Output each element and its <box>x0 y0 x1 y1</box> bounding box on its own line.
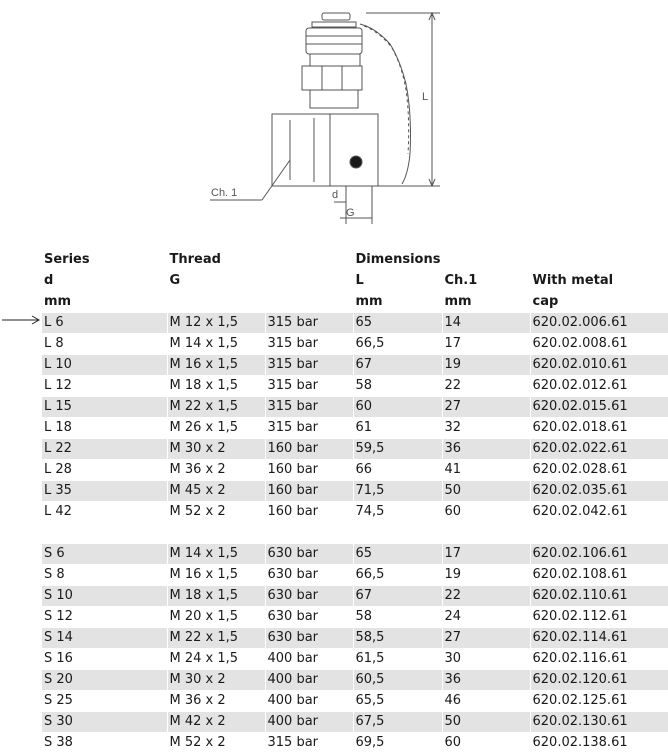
pressure-cell: 315 bar <box>265 334 353 355</box>
pressure-cell: 400 bar <box>265 670 353 691</box>
table-row <box>42 460 668 481</box>
g-label: G <box>346 207 355 219</box>
series-cell: L 35 <box>42 481 167 502</box>
pressure-cell: 315 bar <box>265 418 353 439</box>
article-number-cell: 620.02.106.61 <box>530 544 668 565</box>
thread-cell: M 30 x 2 <box>167 439 265 460</box>
series-cell: S 6 <box>42 544 167 565</box>
chamfer-cell: 19 <box>442 355 530 376</box>
length-cell: L <box>353 271 442 292</box>
chamfer-cell: 17 <box>442 544 530 565</box>
length-cell: 65,5 <box>353 691 442 712</box>
thread-cell: M 36 x 2 <box>167 691 265 712</box>
table-row <box>42 397 668 418</box>
pressure-cell: 315 bar <box>265 355 353 376</box>
series-cell: S 30 <box>42 712 167 733</box>
length-cell: 60,5 <box>353 670 442 691</box>
chamfer-cell: 36 <box>442 439 530 460</box>
article-number-cell: 620.02.010.61 <box>530 355 668 376</box>
thread-cell: M 16 x 1,5 <box>167 565 265 586</box>
length-cell: 61 <box>353 418 442 439</box>
chamfer-cell: mm <box>442 292 530 313</box>
thread-cell: M 22 x 1,5 <box>167 397 265 418</box>
length-cell: 69,5 <box>353 733 442 754</box>
pressure-cell: 630 bar <box>265 565 353 586</box>
table-row <box>42 649 668 670</box>
length-cell: 61,5 <box>353 649 442 670</box>
series-cell: L 6 <box>42 313 167 334</box>
chamfer-cell: 46 <box>442 691 530 712</box>
table-row <box>42 670 668 691</box>
chamfer-cell: 19 <box>442 565 530 586</box>
article-number-cell: 620.02.008.61 <box>530 334 668 355</box>
table-row <box>42 418 668 439</box>
pressure-cell: 400 bar <box>265 712 353 733</box>
pressure-cell: 315 bar <box>265 397 353 418</box>
series-cell: mm <box>42 292 167 313</box>
thread-cell: M 26 x 1,5 <box>167 418 265 439</box>
article-number-cell: With metal <box>530 271 668 292</box>
arrow-pointer-icon <box>2 312 42 328</box>
table-row <box>42 733 668 754</box>
thread-cell: M 30 x 2 <box>167 670 265 691</box>
article-number-cell: 620.02.130.61 <box>530 712 668 733</box>
thread-cell: M 20 x 1,5 <box>167 607 265 628</box>
table-row <box>42 334 668 355</box>
article-number-cell <box>530 250 668 271</box>
specification-table <box>42 250 668 754</box>
chamfer-cell: 22 <box>442 586 530 607</box>
chamfer-cell: 24 <box>442 607 530 628</box>
pressure-cell <box>265 292 353 313</box>
chamfer-cell: 30 <box>442 649 530 670</box>
length-cell: 74,5 <box>353 502 442 523</box>
thread-cell: M 45 x 2 <box>167 481 265 502</box>
thread-cell: M 22 x 1,5 <box>167 628 265 649</box>
thread-cell: M 24 x 1,5 <box>167 649 265 670</box>
header-row <box>42 271 668 292</box>
pressure-cell: 315 bar <box>265 313 353 334</box>
group-spacer <box>42 523 668 544</box>
table-row <box>42 628 668 649</box>
article-number-cell: 620.02.125.61 <box>530 691 668 712</box>
chamfer-cell <box>442 250 530 271</box>
chamfer-cell: 32 <box>442 418 530 439</box>
article-number-cell: 620.02.018.61 <box>530 418 668 439</box>
pressure-cell: 400 bar <box>265 649 353 670</box>
article-number-cell: 620.02.108.61 <box>530 565 668 586</box>
thread-cell: M 18 x 1,5 <box>167 376 265 397</box>
length-cell: 58 <box>353 607 442 628</box>
series-cell: S 8 <box>42 565 167 586</box>
thread-cell: M 12 x 1,5 <box>167 313 265 334</box>
thread-cell: M 52 x 2 <box>167 733 265 754</box>
thread-cell: M 14 x 1,5 <box>167 544 265 565</box>
table-row <box>42 607 668 628</box>
length-cell: 67,5 <box>353 712 442 733</box>
series-cell: L 28 <box>42 460 167 481</box>
table-row <box>42 481 668 502</box>
fitting-technical-drawing <box>0 0 668 250</box>
pressure-cell <box>265 271 353 292</box>
series-cell: Series <box>42 250 167 271</box>
table-row <box>42 544 668 565</box>
thread-cell: M 36 x 2 <box>167 460 265 481</box>
article-number-cell: 620.02.138.61 <box>530 733 668 754</box>
chamfer-cell: 41 <box>442 460 530 481</box>
length-cell: 65 <box>353 544 442 565</box>
chamfer-cell: 50 <box>442 481 530 502</box>
table-row <box>42 565 668 586</box>
length-cell: 59,5 <box>353 439 442 460</box>
article-number-cell: 620.02.006.61 <box>530 313 668 334</box>
series-cell: S 25 <box>42 691 167 712</box>
article-number-cell: 620.02.012.61 <box>530 376 668 397</box>
article-number-cell: 620.02.022.61 <box>530 439 668 460</box>
table-row <box>42 355 668 376</box>
article-number-cell: 620.02.114.61 <box>530 628 668 649</box>
chamfer-cell: Ch.1 <box>442 271 530 292</box>
series-cell: L 12 <box>42 376 167 397</box>
chamfer-cell: 60 <box>442 502 530 523</box>
series-cell: S 14 <box>42 628 167 649</box>
length-cell: 71,5 <box>353 481 442 502</box>
pressure-cell: 630 bar <box>265 607 353 628</box>
series-cell: L 8 <box>42 334 167 355</box>
header-row <box>42 250 668 271</box>
length-cell: 60 <box>353 397 442 418</box>
series-cell: L 15 <box>42 397 167 418</box>
series-cell: d <box>42 271 167 292</box>
series-cell: L 42 <box>42 502 167 523</box>
series-cell: S 12 <box>42 607 167 628</box>
pressure-cell: 315 bar <box>265 376 353 397</box>
length-cell: 67 <box>353 586 442 607</box>
length-cell: 58 <box>353 376 442 397</box>
l-label: L <box>422 91 429 103</box>
article-number-cell: 620.02.110.61 <box>530 586 668 607</box>
series-cell: L 22 <box>42 439 167 460</box>
chamfer-cell: 27 <box>442 397 530 418</box>
pressure-cell: 630 bar <box>265 586 353 607</box>
article-number-cell: 620.02.042.61 <box>530 502 668 523</box>
length-cell: 58,5 <box>353 628 442 649</box>
thread-cell: M 18 x 1,5 <box>167 586 265 607</box>
table-row <box>42 712 668 733</box>
length-cell: 66 <box>353 460 442 481</box>
article-number-cell: 620.02.112.61 <box>530 607 668 628</box>
pressure-cell: 160 bar <box>265 481 353 502</box>
thread-cell: M 42 x 2 <box>167 712 265 733</box>
pressure-cell: 630 bar <box>265 544 353 565</box>
chamfer-cell: 27 <box>442 628 530 649</box>
chamfer-cell: 60 <box>442 733 530 754</box>
chamfer-cell: 17 <box>442 334 530 355</box>
pressure-cell: 160 bar <box>265 502 353 523</box>
series-cell: L 18 <box>42 418 167 439</box>
chamfer-cell: 22 <box>442 376 530 397</box>
chamfer-cell: 36 <box>442 670 530 691</box>
table-row <box>42 376 668 397</box>
length-cell: 66,5 <box>353 334 442 355</box>
article-number-cell: 620.02.116.61 <box>530 649 668 670</box>
article-number-cell: cap <box>530 292 668 313</box>
length-cell: 67 <box>353 355 442 376</box>
thread-cell: M 16 x 1,5 <box>167 355 265 376</box>
thread-cell: G <box>167 271 265 292</box>
thread-cell <box>167 292 265 313</box>
pressure-cell: 160 bar <box>265 460 353 481</box>
pressure-cell: 400 bar <box>265 691 353 712</box>
series-cell: S 20 <box>42 670 167 691</box>
table-row <box>42 586 668 607</box>
pressure-cell: 630 bar <box>265 628 353 649</box>
pressure-cell: 160 bar <box>265 439 353 460</box>
series-cell: S 10 <box>42 586 167 607</box>
chamfer-cell: 14 <box>442 313 530 334</box>
length-cell: mm <box>353 292 442 313</box>
length-cell: 66,5 <box>353 565 442 586</box>
table-row <box>42 502 668 523</box>
series-cell: L 10 <box>42 355 167 376</box>
thread-cell: M 52 x 2 <box>167 502 265 523</box>
thread-cell: M 14 x 1,5 <box>167 334 265 355</box>
table-row <box>42 691 668 712</box>
table-row <box>42 439 668 460</box>
header-row <box>42 292 668 313</box>
table-row <box>42 313 668 334</box>
chamfer-cell: 50 <box>442 712 530 733</box>
thread-cell: Thread <box>167 250 265 271</box>
pressure-cell <box>265 250 353 271</box>
length-cell: Dimensions <box>353 250 442 271</box>
article-number-cell: 620.02.028.61 <box>530 460 668 481</box>
chamfer-label: Ch. 1 <box>211 187 238 199</box>
article-number-cell: 620.02.015.61 <box>530 397 668 418</box>
article-number-cell: 620.02.035.61 <box>530 481 668 502</box>
pressure-cell: 315 bar <box>265 733 353 754</box>
length-cell: 65 <box>353 313 442 334</box>
d-label: d <box>332 189 339 201</box>
series-cell: S 38 <box>42 733 167 754</box>
series-cell: S 16 <box>42 649 167 670</box>
article-number-cell: 620.02.120.61 <box>530 670 668 691</box>
